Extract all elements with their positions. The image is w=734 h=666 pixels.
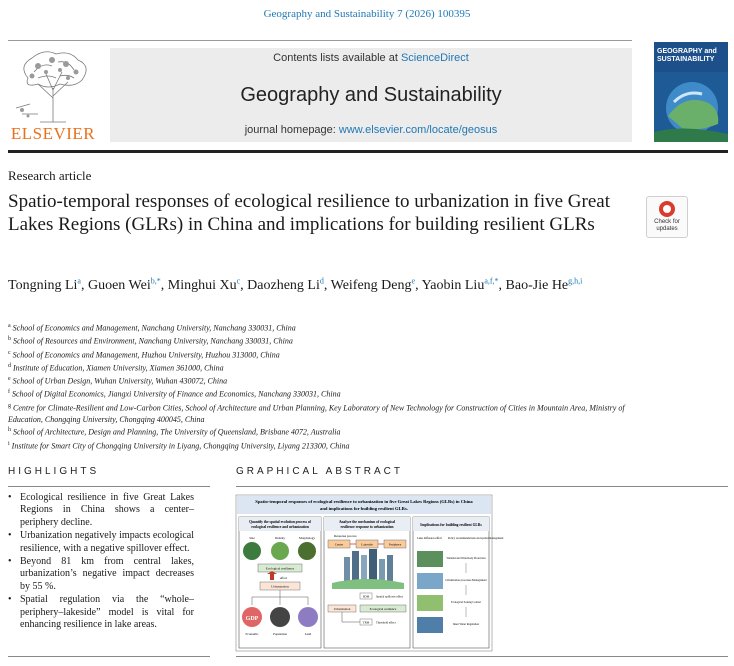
affiliation-item: [8, 334, 648, 347]
author-separator: ,: [160, 278, 168, 293]
author-name[interactable]: Yaobin Liu: [421, 278, 485, 293]
ga-title-line1: Spatio-temporal responses of ecological resilience to urbanization in five Great Lakes Regions (GLRs) in China: [255, 499, 473, 504]
affiliation-list: [8, 321, 648, 452]
affiliation-text: School of Economics and Management, Nanchang University, Nanchang 330031, China: [12, 323, 296, 333]
contents-line: [110, 52, 632, 64]
panel1-resilience-box: Ecological resilience: [265, 566, 295, 571]
affiliation-key: g: [8, 402, 11, 409]
article-title: Spatio-temporal responses of ecological resilience to urbanization in five Great Lakes Regions (GLRs) in China and implications for building resilient GLRs: [8, 191, 610, 235]
panel3-item-2: Urbanization processes Management: [445, 579, 487, 582]
panel1-bottom-economic: Economic: [245, 632, 259, 636]
panel3-item-1: Wetland and Waterbody Protection: [446, 557, 486, 560]
density-map-icon: [271, 542, 289, 560]
sciencedirect-link[interactable]: ScienceDirect: [400, 52, 469, 64]
panel2-title-line2: resilience response to urbanization: [340, 525, 394, 529]
affiliation-item: [8, 425, 648, 438]
author-separator: ,: [80, 278, 88, 293]
panel2-title-line1: Analyze the mechanism of ecological: [338, 520, 396, 524]
highlights-rule: [8, 486, 210, 487]
journal-cover-image[interactable]: [654, 42, 728, 142]
highlight-item: • Spatial regulation via the “whole–periphery–lakeside” model is vital for enhancing resilience in lake areas.: [8, 594, 194, 631]
highlights-bottom-rule: [8, 656, 210, 657]
population-icon: [270, 607, 290, 627]
panel3-title: Implications for building resilient GLRs: [420, 523, 482, 527]
author-separator: ,: [415, 278, 422, 293]
highlight-item: • Ecological resilience in five Great Lakes Regions in China shows a center–periphery decline.: [8, 492, 194, 529]
land-icon: [298, 607, 318, 627]
author-affiliation-marker[interactable]: b,*: [150, 276, 161, 286]
panel3-item-4: Inner Water Regulation: [452, 623, 480, 626]
affiliation-text: Centre for Climate-Resilient and Low-Carbon Cities, School of Architecture and Urban Planning, Key Laboratory of New Technology for Construction of Cities in Mountain Area, Ministry of Education, Chongqing University, Chongqing 400045, China: [8, 403, 625, 424]
panel1-label-density: Density: [275, 536, 285, 540]
affiliation-key: e: [8, 376, 11, 382]
author-affiliation-marker[interactable]: a: [77, 276, 81, 286]
panel2-box-center: Center: [334, 542, 344, 547]
highlights-list: [8, 492, 194, 632]
panel2-box-periphery: Periphery: [388, 542, 402, 547]
affiliation-key: c: [8, 349, 11, 356]
affiliation-item: [8, 387, 648, 400]
panel3-right-title: Policy recommendations and spatial management: [448, 537, 504, 540]
author-name[interactable]: Daozheng Li: [247, 278, 320, 293]
affiliation-item: [8, 439, 648, 452]
check-for-updates-button[interactable]: [646, 196, 688, 238]
cover-graphic: [654, 72, 728, 142]
panel1-title-line1: Quantify the spatial evolution process of: [249, 520, 311, 524]
author-name[interactable]: Bao-Jie He: [505, 278, 569, 293]
graphical-abstract-figure[interactable]: [236, 495, 504, 651]
panel2-trm: TRM: [362, 620, 370, 625]
masthead-top-rule: [8, 40, 632, 41]
panel2-resilience-box: Ecological resilience: [369, 607, 397, 611]
author-name[interactable]: Tongning Li: [8, 278, 78, 293]
affiliation-key: i: [8, 440, 10, 447]
highlight-item: • Urbanization negatively impacts ecological resilience, with a negative spillover effect.: [8, 530, 194, 555]
panel3-left-title: Lake diffusion effect: [417, 536, 443, 540]
panel1-bottom-land: Land: [304, 632, 312, 636]
panel2-sdm: SDM: [362, 594, 370, 599]
wetland-photo: [417, 551, 443, 567]
panel2-spatial-effect: Spatial spillover effect: [376, 594, 404, 599]
cover-title: GEOGRAPHY and SUSTAINABILITY: [657, 48, 717, 63]
urban-photo: [417, 573, 443, 589]
zoning-photo: [417, 595, 443, 611]
affiliation-key: b: [8, 336, 11, 343]
water-photo: [417, 617, 443, 633]
morphology-map-icon: [298, 542, 316, 560]
author-affiliation-marker[interactable]: g,h,i: [568, 276, 583, 286]
affiliation-text: School of Urban Design, Wuhan University, Wuhan 430072, China: [12, 376, 228, 386]
graphical-abstract-bottom-rule: [236, 656, 728, 657]
author-list: [8, 276, 648, 295]
affiliation-item: [8, 361, 648, 374]
affiliation-key: a: [8, 323, 11, 329]
journal-title: Geography and Sustainability: [240, 84, 502, 106]
highlight-item: • Beyond 81 km from central lakes, urbanization’s negative impact decreases by 55 %.: [8, 556, 194, 593]
contents-prefix: Contents lists available at: [273, 52, 401, 64]
affiliation-item: [8, 374, 648, 387]
affiliation-item: [8, 401, 648, 426]
ga-title-line2: and implications for building resilient GLRs.: [320, 506, 408, 511]
panel2-process-label: Response process: [334, 534, 357, 538]
elsevier-wordmark: ELSEVIER: [10, 124, 96, 143]
panel1-bottom-population: Population: [273, 632, 287, 636]
author-name[interactable]: Guoen Wei: [87, 278, 151, 293]
affiliation-text: School of Digital Economics, Jiangxi University of Finance and Economics, Nanchang 330031, China: [12, 389, 341, 399]
affiliation-item: [8, 321, 648, 334]
panel1-title-line2: ecological resilience and urbanization: [251, 525, 309, 529]
affiliation-text: Institute of Education, Xiamen University, Xiamen 361000, China: [13, 363, 224, 373]
affiliation-text: School of Architecture, Design and Planning, The University of Queensland, Brisbane 4072, Australia: [13, 428, 341, 437]
masthead-bottom-rule: [8, 150, 728, 153]
affiliation-key: h: [8, 427, 11, 434]
author-affiliation-marker[interactable]: e: [411, 276, 416, 286]
gdp-label: GDP: [245, 616, 259, 622]
graphical-abstract-heading: GRAPHICAL ABSTRACT: [236, 466, 403, 477]
affiliation-text: Institute for Smart City of Chongqing University in Liyang, Chongqing University, Liyang 213300, China: [11, 441, 350, 451]
panel3-item-3: Ecological Zoning Control: [451, 601, 481, 604]
author-name[interactable]: Weifeng Deng: [330, 278, 412, 293]
panel1-effect-label: effect: [280, 576, 288, 580]
journal-homepage-link[interactable]: www.elsevier.com/locate/geosus: [338, 124, 498, 136]
check-updates-icon: [659, 201, 675, 217]
author-separator: ,: [323, 278, 331, 293]
author-affiliation-marker[interactable]: a,f,*: [484, 276, 499, 286]
author-separator: ,: [240, 278, 248, 293]
highlights-heading: HIGHLIGHTS: [8, 466, 100, 477]
panel2-urbanization-box: Urbanization: [333, 607, 351, 611]
author-name[interactable]: Minghui Xu: [167, 278, 237, 293]
author-affiliation-marker[interactable]: d: [319, 276, 324, 286]
panel2-threshold-effect: Threshold effect: [376, 620, 396, 625]
article-type: Research article: [8, 168, 92, 183]
affiliation-key: d: [8, 362, 11, 369]
affiliation-key: f: [8, 389, 10, 396]
author-separator: ,: [498, 278, 506, 293]
homepage-prefix: journal homepage:: [244, 124, 339, 136]
journal-citation[interactable]: Geography and Sustainability 7 (2026) 100395: [263, 8, 471, 20]
panel1-label-morphology: Morphology: [299, 536, 315, 540]
affiliation-text: School of Economics and Management, Huzhou University, Huzhou 313000, China: [12, 350, 280, 360]
affiliation-text: School of Resources and Environment, Nanchang University, Nanchang 330031, China: [13, 336, 293, 346]
author-affiliation-marker[interactable]: c: [236, 276, 241, 286]
size-map-icon: [243, 542, 261, 560]
check-updates-label: Check for updates: [654, 219, 680, 232]
homepage-line: [110, 124, 632, 136]
graphical-abstract-rule: [236, 486, 728, 487]
panel1-urbanization-box: Urbanization: [271, 584, 289, 589]
panel1-label-size: Size: [249, 536, 255, 540]
affiliation-item: [8, 348, 648, 361]
panel2-box-lakeside: Lakeside: [361, 542, 373, 547]
